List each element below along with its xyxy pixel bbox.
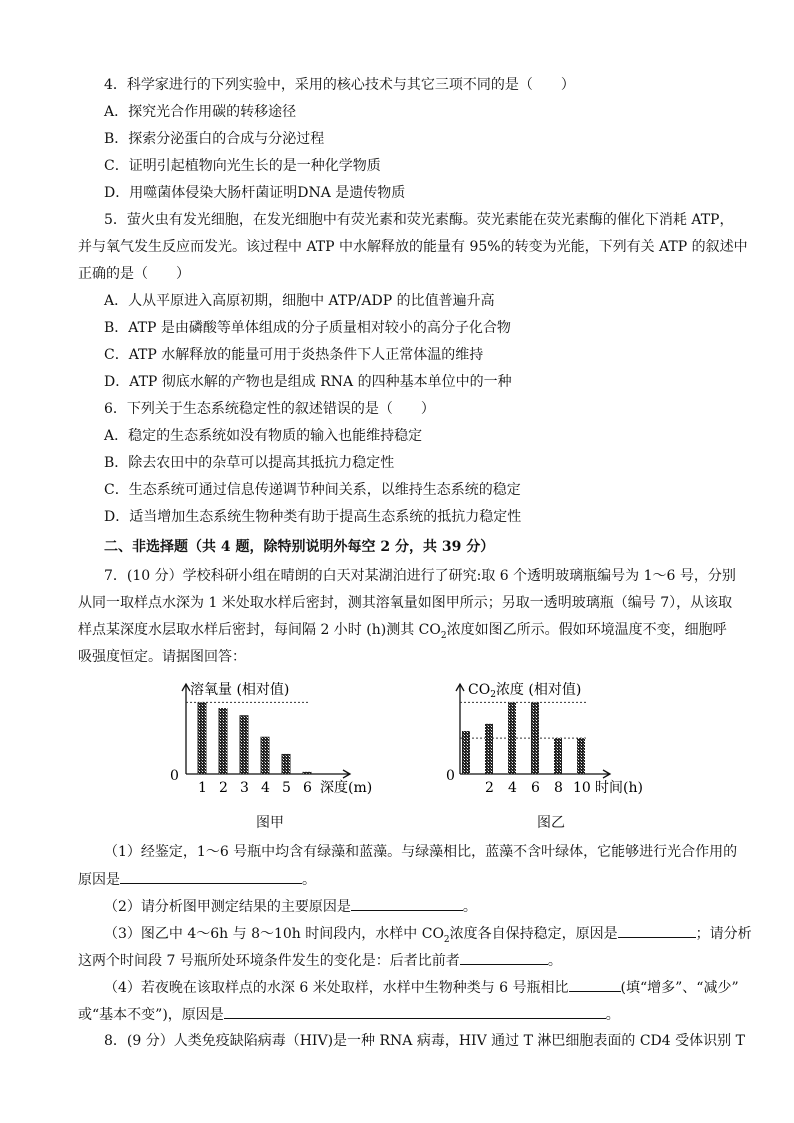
chart-jia-tick-6: 6 <box>303 780 312 796</box>
chart-yi-tick-2: 2 <box>485 780 494 796</box>
chart-yi-bar-8 <box>554 738 562 774</box>
chart-jia-caption: 图甲 <box>256 815 284 831</box>
chart-jia-bar-5 <box>282 754 291 774</box>
chart-yi-tick-10: 10 <box>573 780 591 796</box>
q4-stem: 4．科学家进行的下列实验中，采用的核心技术与其它三项不同的是（ ） <box>104 77 575 93</box>
q7-sub1-line2: 原因是 。 <box>78 869 316 889</box>
q4-option-c: C．证明引起植物向光生长的是一种化学物质 <box>104 158 381 174</box>
chart-jia-bar-4 <box>261 737 270 774</box>
chart-yi-bar-0 <box>462 731 470 774</box>
chart-yi-tick-8: 8 <box>554 780 563 796</box>
q7-line1: 7．(10 分）学校科研小组在晴朗的白天对某湖泊进行了研究:取 6 个透明玻璃瓶编号为 1～6 号，分别 <box>104 568 736 584</box>
chart-jia-tick-4: 4 <box>261 780 270 796</box>
q4-option-b: B．探索分泌蛋白的合成与分泌过程 <box>104 131 325 147</box>
chart-jia-tick-2: 2 <box>219 780 228 796</box>
q5-option-d: D．ATP 彻底水解的产物也是组成 RNA 的四种基本单位中的一种 <box>104 374 512 390</box>
chart-yi-x-label: 时间(h) <box>595 780 643 796</box>
q8-line1: 8．(9 分）人类免疫缺陷病毒（HIV)是一种 RNA 病毒，HIV 通过 T 淋巴细胞表面的 CD4 受体识别 T <box>104 1033 745 1049</box>
q7-sub4-line1: （4）若夜晚在该取样点的水深 6 米处取样，水样中生物种类与 6 号瓶相比 (填“增多”、“减少” <box>104 977 739 997</box>
q6-option-a: A．稳定的生态系统如没有物质的输入也能维持稳定 <box>104 428 423 444</box>
chart-yi <box>440 672 670 802</box>
q7-sub1-blank[interactable] <box>120 869 302 884</box>
q7-sub4-blank2[interactable] <box>224 1004 606 1019</box>
chart-yi-caption: 图乙 <box>537 815 565 831</box>
chart-jia-bar-1 <box>198 702 207 774</box>
chart-jia-bar-2 <box>219 708 228 774</box>
chart-yi-bar-6 <box>531 702 539 774</box>
chart-jia-tick-3: 3 <box>240 780 249 796</box>
q7-sub4-blank1[interactable] <box>569 977 621 992</box>
q5-stem-line3: 正确的是（ ） <box>78 266 190 282</box>
q5-stem-line1: 5．萤火虫有发光细胞，在发光细胞中有荧光素和荧光素酶。荧光素能在荧光素酶的催化下消耗 ATP， <box>104 212 734 228</box>
chart-jia-origin-label: 0 <box>170 768 179 784</box>
chart-yi-bar-4 <box>508 702 516 774</box>
q7-line2: 从同一取样点水深为 1 米处取水样后密封，测其溶氧量如图甲所示；另取一透明玻璃瓶（编号 7），从该取 <box>78 595 733 611</box>
q7-sub3-blank1[interactable] <box>618 923 696 938</box>
q7-sub2: （2）请分析图甲测定结果的主要原因是 。 <box>104 896 477 916</box>
q5-stem-line2: 并与氧气发生反应而发光。该过程中 ATP 中水解释放的能量有 95%的转变为光能，下列有关 ATP 的叙述中 <box>78 239 748 255</box>
q7-sub4-line2: 或“基本不变”)，原因是 。 <box>78 1004 620 1024</box>
chart-yi-bar-2 <box>485 724 493 774</box>
q6-option-b: B．除去农田中的杂草可以提高其抵抗力稳定性 <box>104 455 395 471</box>
q6-stem: 6．下列关于生态系统稳定性的叙述错误的是（ ） <box>104 401 435 417</box>
q7-sub3-line1: （3）图乙中 4～6h 与 8～10h 时间段内，水样中 $CO_2$浓度各自保持稳定，原因是 ；请分析 <box>104 923 752 943</box>
chart-jia <box>160 672 400 802</box>
section-2-heading: 二、非选择题（共 4 题，除特别说明外每空 2 分，共 39 分） <box>104 539 495 555</box>
q6-option-d: D．适当增加生态系统生物种类有助于提高生态系统的抵抗力稳定性 <box>104 509 522 525</box>
chart-jia-tick-5: 5 <box>282 780 291 796</box>
chart-jia-y-label: 溶氧量 (相对值) <box>190 682 290 698</box>
q7-sub3-line2: 这两个时间段 7 号瓶所处环境条件发生的变化是：后者比前者 。 <box>78 950 562 970</box>
q4-option-a: A．探究光合作用碳的转移途径 <box>104 104 297 120</box>
q7-sub1-line1: （1）经鉴定，1～6 号瓶中均含有绿藻和蓝藻。与绿藻相比，蓝藻不含叶绿体，它能够进行光合作用的 <box>104 844 738 860</box>
chart-yi-bar-10 <box>577 738 585 774</box>
chart-jia-tick-1: 1 <box>198 780 207 796</box>
chart-yi-origin-label: 0 <box>446 768 455 784</box>
q4-option-d: D．用噬菌体侵染大肠杆菌证明DNA 是遗传物质 <box>104 185 406 201</box>
chart-jia-x-label: 深度(m) <box>320 780 373 796</box>
chart-yi-y-label: $CO_2$浓度 (相对值) <box>468 682 582 700</box>
q7-line3: 样点某深度水层取水样后密封，每间隔 2 小时 (h)测其 $CO_2$浓度如图乙所示。假如环境温度不变，细胞呼 <box>78 622 727 641</box>
q7-line4: 吸强度恒定。请据图回答： <box>78 649 246 665</box>
q7-sub3-blank2[interactable] <box>460 950 548 965</box>
chart-jia-bar-3 <box>240 715 249 774</box>
chart-yi-tick-6: 6 <box>531 780 540 796</box>
q5-option-a: A．人从平原进入高原初期，细胞中 ATP/ADP 的比值普遍升高 <box>104 293 495 309</box>
q6-option-c: C．生态系统可通过信息传递调节种间关系，以维持生态系统的稳定 <box>104 482 521 498</box>
q5-option-c: C．ATP 水解释放的能量可用于炎热条件下人正常体温的维持 <box>104 347 484 363</box>
chart-yi-tick-4: 4 <box>508 780 517 796</box>
q5-option-b: B．ATP 是由磷酸等单体组成的分子质量相对较小的高分子化合物 <box>104 320 511 336</box>
q7-sub2-blank[interactable] <box>351 896 463 911</box>
chart-jia-bar-6 <box>303 772 312 774</box>
